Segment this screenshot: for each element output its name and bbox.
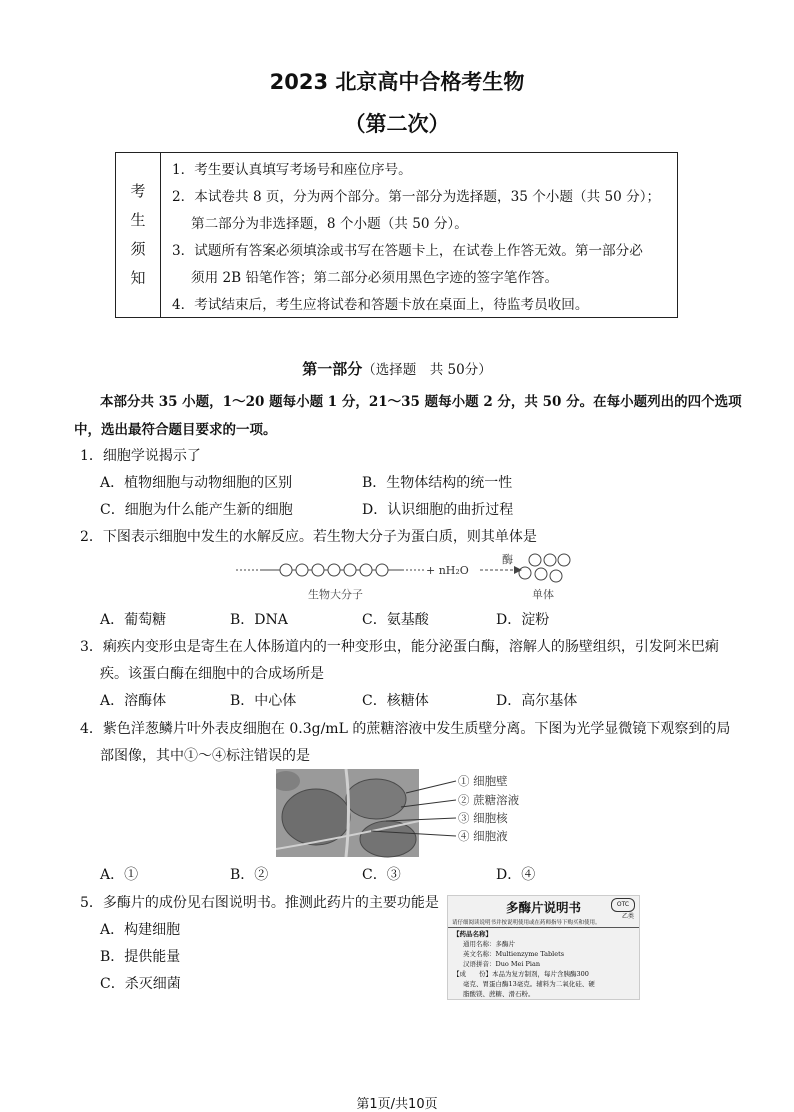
question-stem: 3．痢疾内变形虫是寄生在人体肠道内的一种变形虫，能分泌蛋白酶，溶解人的肠壁组织，引发阿米巴痢 (80, 639, 719, 655)
option-a: A．溶酶体 (100, 693, 167, 709)
option-d: D．认识细胞的曲折过程 (362, 502, 514, 518)
micrograph-label: ④ 细胞液 (458, 829, 508, 843)
leaflet-section: 【药品名称】 (453, 930, 492, 938)
micrograph-label: ③ 细胞核 (458, 811, 508, 825)
notice-item: 1．考生要认真填写考场号和座位序号。 (172, 162, 412, 178)
page-subtitle: （第二次） (344, 112, 450, 136)
notice-box (115, 152, 678, 318)
leaflet-warning: 请仔细阅读说明书并按说明使用或在药师指导下购买和使用。 (452, 920, 601, 926)
page-number: 第1页/共10页 (356, 1097, 438, 1112)
option-c: C．③ (362, 867, 401, 883)
option-c: C．杀灭细菌 (100, 976, 181, 992)
question-stem: 2．下图表示细胞中发生的水解反应。若生物大分子为蛋白质，则其单体是 (80, 529, 537, 545)
notice-item: 2．本试卷共 8 页，分为两个部分。第一部分为选择题，35 个小题（共 50 分）； (172, 189, 661, 205)
option-c: C．细胞为什么能产生新的细胞 (100, 502, 293, 518)
leaflet-line: 汉语拼音：Duo Mei Pian (463, 960, 541, 968)
water-label: + nH₂O (426, 564, 469, 577)
notice-body (172, 157, 671, 319)
option-b: B．生物体结构的统一性 (362, 475, 513, 491)
leaflet-body (453, 929, 595, 999)
option-d: D．淀粉 (496, 612, 550, 628)
section-intro: 中，选出最符合题目要求的一项。 (74, 422, 277, 438)
option-b: B．② (230, 867, 269, 883)
leaflet-line: 英文名称：Multienzyme Tablets (463, 950, 565, 958)
option-a: A．植物细胞与动物细胞的区别 (100, 475, 293, 491)
leaflet-line: 脂酸镁、蔗糖、滑石粉。 (463, 990, 535, 998)
option-c: C．核糖体 (362, 693, 429, 709)
option-b: B．提供能量 (100, 949, 181, 965)
page-title: 2023 北京高中合格考生物 (269, 70, 525, 94)
section-intro: 本部分共 35 小题，1～20 题每小题 1 分，21～35 题每小题 2 分，共 50 分。在每小题列出的四个选项 (100, 394, 742, 410)
micrograph-figure (276, 769, 536, 859)
notice-item: 3．试题所有答案必须填涂或书写在答题卡上，在试卷上作答无效。第一部分必 (172, 243, 643, 259)
monomers (519, 554, 570, 582)
leaflet-divider (448, 927, 639, 928)
notice-item: 须用 2B 铅笔作答；第二部分必须用黑色字迹的签字笔作答。 (191, 270, 559, 286)
option-c: C．氨基酸 (362, 612, 429, 628)
leaflet-line: 【成 份】本品为复方制剂，每片含胰酶300 (453, 970, 589, 978)
leaflet-line: 毫克、胃蛋白酶13毫克。辅料为二氧化硅、硬 (463, 980, 595, 988)
notice-item: 4．考试结束后，考生应将试卷和答题卡放在桌面上，待监考员收回。 (172, 297, 589, 313)
macromolecule-label: 生物大分子 (308, 588, 363, 601)
question-stem: 部图像，其中①～④标注错误的是 (100, 748, 310, 764)
section-heading (0, 358, 794, 379)
question-stem: 疾。该蛋白酶在细胞中的合成场所是 (100, 666, 324, 682)
question-stem: 4．紫色洋葱鳞片叶外表皮细胞在 0.3g/mL 的蔗糖溶液中发生质壁分离。下图为光学显微镜下观察到的局 (80, 721, 731, 737)
enzyme-label: 酶 (502, 553, 513, 566)
otc-badge: OTC (611, 898, 635, 912)
option-d: D．高尔基体 (496, 693, 578, 709)
medicine-leaflet (447, 895, 640, 1000)
section-title: 第一部分 (302, 360, 363, 378)
option-b: B．DNA (230, 612, 288, 628)
section-subtitle: （选择题 共 50分） (362, 362, 492, 378)
hydrolysis-diagram (232, 552, 572, 604)
question-stem: 5．多酶片的成份见右图说明书。推测此药片的主要功能是 (80, 895, 439, 911)
option-a: A．① (100, 867, 139, 883)
arrowhead-icon (514, 566, 522, 574)
notice-label-char: 知 (130, 269, 146, 287)
leaflet-title: 多酶片说明书 (505, 900, 581, 915)
notice-label (116, 153, 161, 317)
option-a: A．葡萄糖 (100, 612, 167, 628)
option-a: A．构建细胞 (100, 922, 181, 938)
option-d: D．④ (496, 867, 536, 883)
micrograph-label: ① 细胞壁 (458, 774, 508, 788)
macromolecule-chain (236, 564, 424, 576)
micrograph-label: ② 蔗糖溶液 (458, 793, 520, 807)
otc-class: 乙类 (621, 913, 634, 920)
notice-label-char: 生 (130, 211, 146, 229)
notice-label-char: 考 (130, 182, 146, 200)
option-b: B．中心体 (230, 693, 297, 709)
leaflet-line: 通用名称：多酶片 (463, 940, 515, 948)
notice-item: 第二部分为非选择题，8 个小题（共 50 分）。 (191, 216, 468, 232)
monomer-label: 单体 (532, 588, 554, 601)
notice-label-char: 须 (130, 240, 146, 258)
question-stem: 1．细胞学说揭示了 (80, 448, 201, 464)
